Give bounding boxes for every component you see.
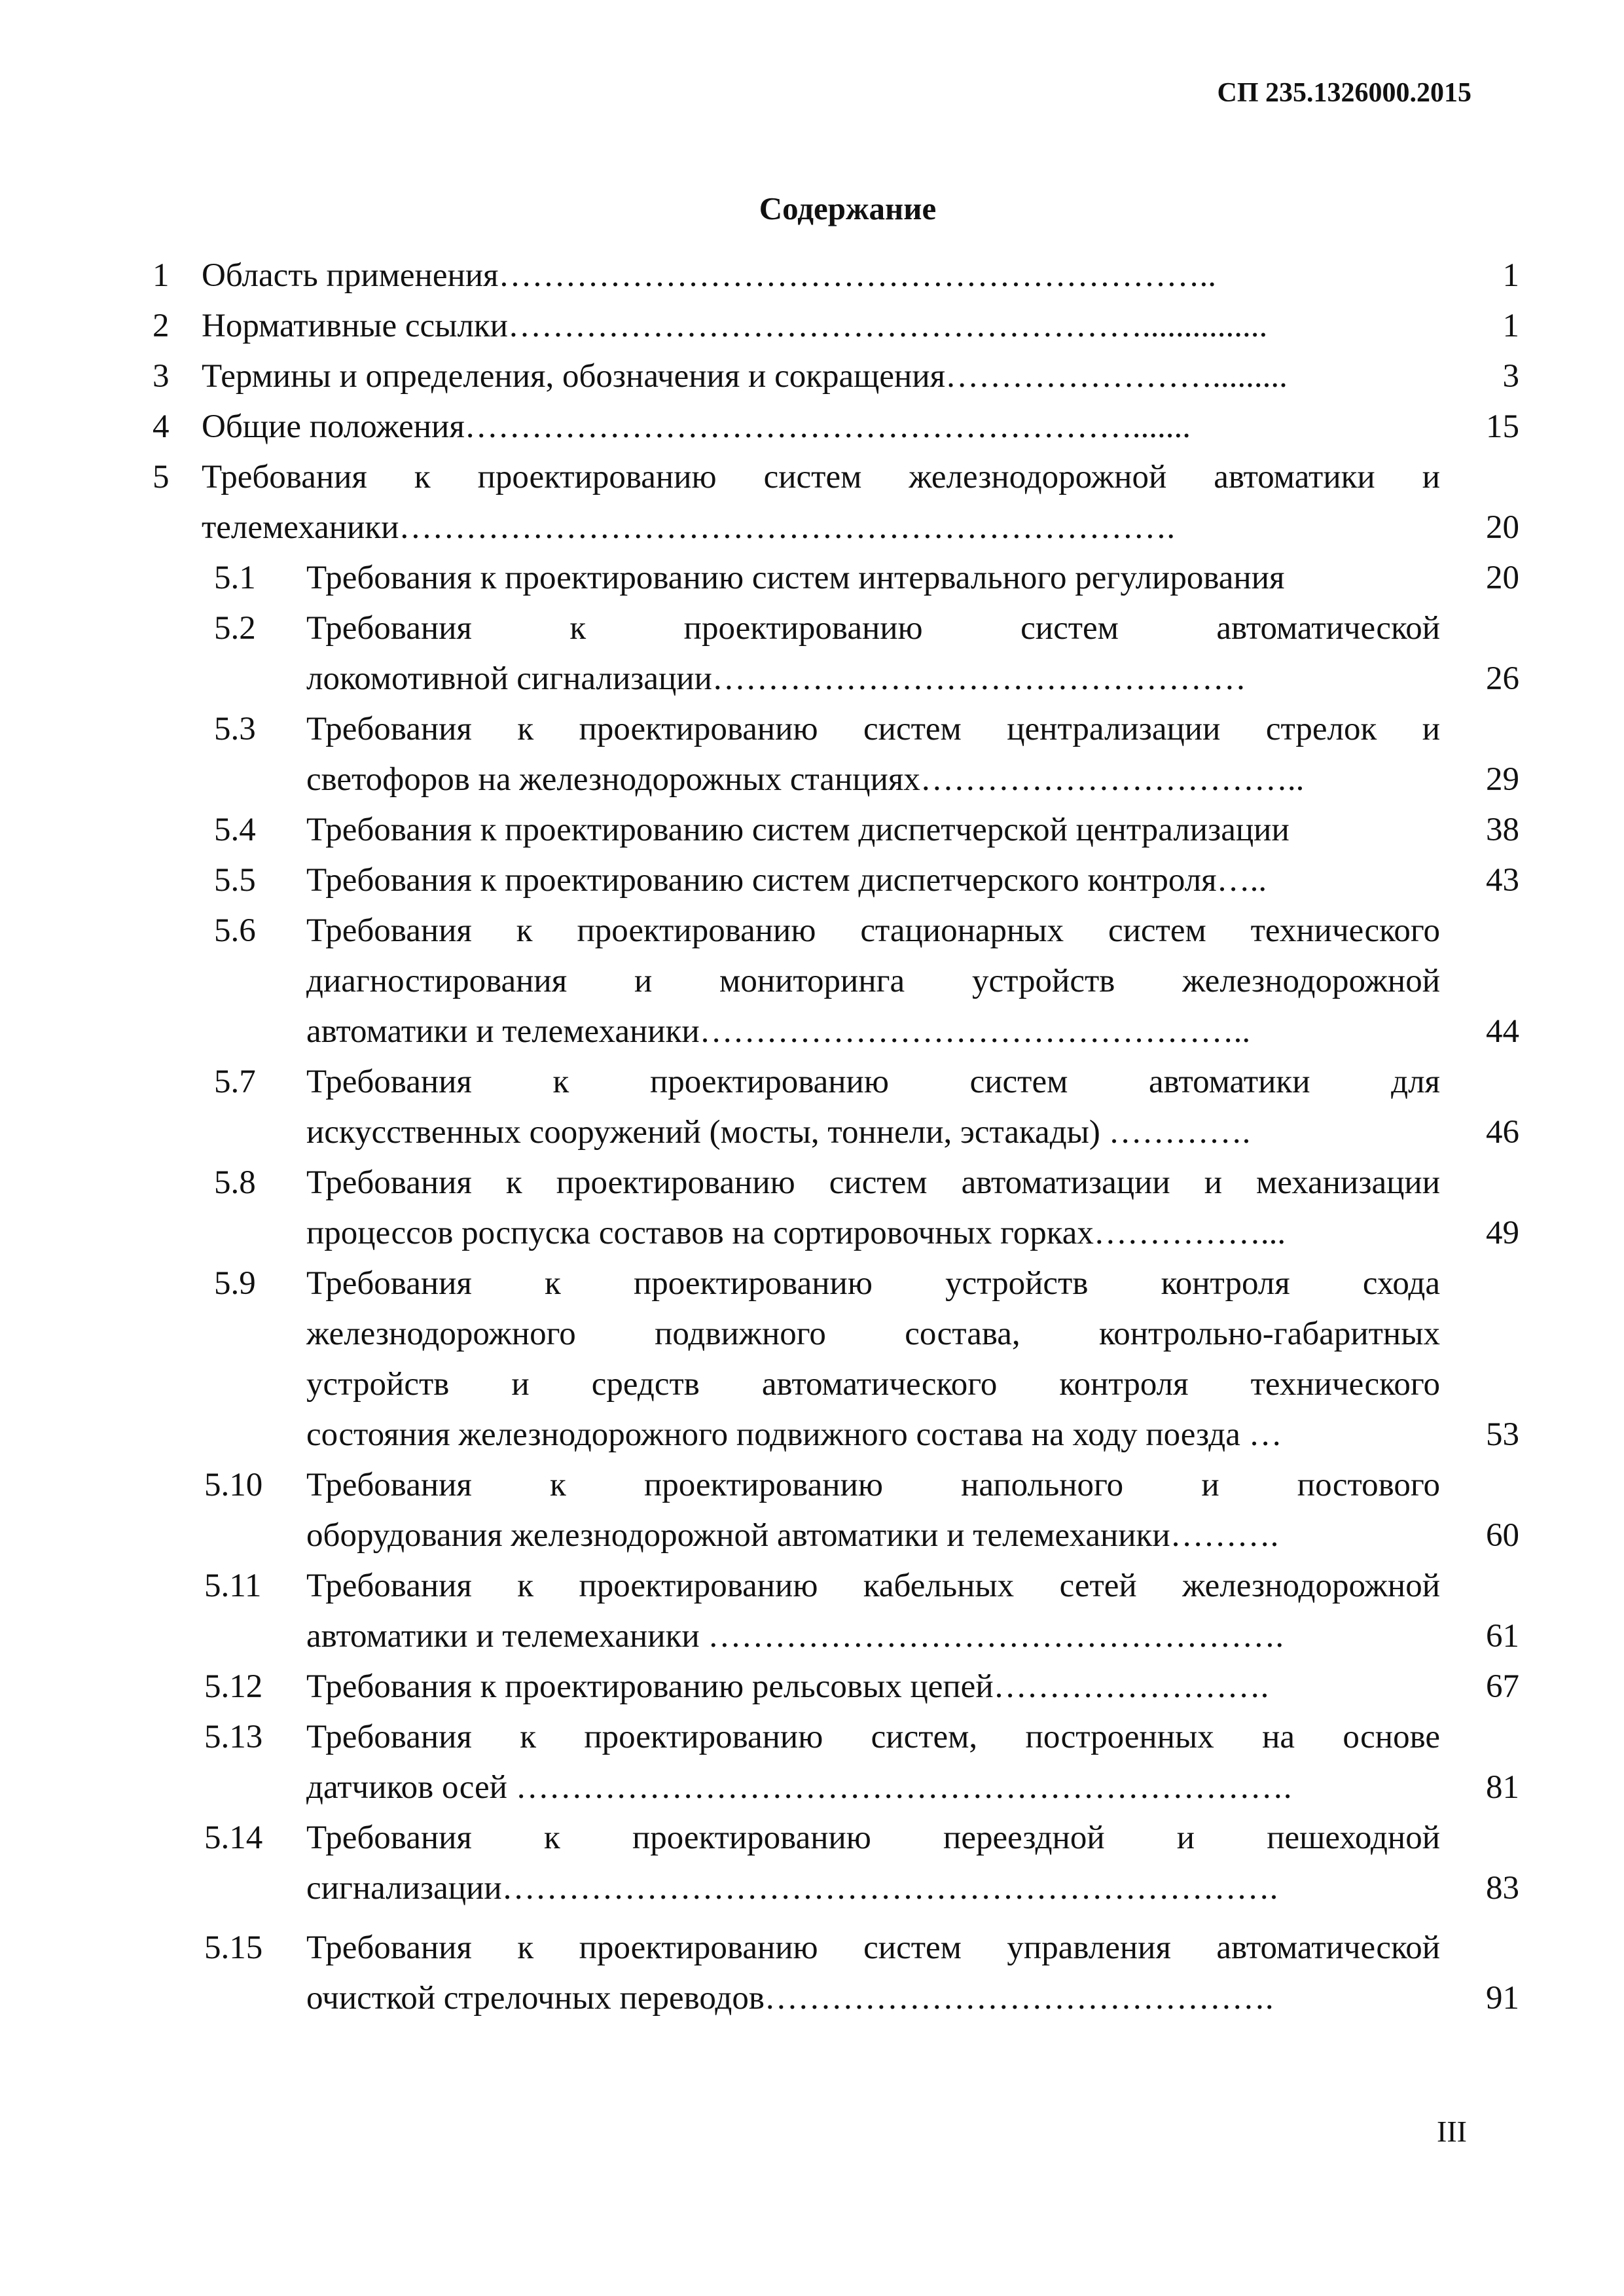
toc-entry-text[interactable]: Требования к проектированию систем железнодорожной автоматики и (202, 459, 1440, 495)
toc-entry-text[interactable]: автоматики и телемеханики ……………………………………………. (306, 1618, 1284, 1655)
toc-entry-number: 2 (153, 308, 170, 344)
toc-line (0, 1410, 1624, 1460)
toc-entry-page: 43 (1486, 862, 1519, 899)
toc-line (0, 1208, 1624, 1259)
toc-entry-text[interactable]: Термины и определения, обозначения и сокращения……………………......... (202, 358, 1288, 395)
toc-entry-text[interactable]: железнодорожного подвижного состава, контрольно-габаритных (306, 1316, 1440, 1352)
toc-entry-text[interactable]: светофоров на железнодорожных станциях…………………………….. (306, 761, 1305, 798)
toc-line (0, 1007, 1624, 1057)
toc-entry-number: 5.11 (204, 1568, 262, 1604)
toc-entry-number: 5.15 (204, 1929, 263, 1966)
toc-entry-text[interactable]: Требования к проектированию кабельных сетей железнодорожной (306, 1568, 1440, 1604)
toc-line (0, 1107, 1624, 1158)
toc-entry-page: 15 (1486, 408, 1519, 445)
toc-line (0, 301, 1624, 351)
toc-line (0, 1763, 1624, 1813)
toc-entry-number: 4 (153, 408, 170, 445)
toc-entry-text[interactable]: Требования к проектированию рельсовых цепей……………………. (306, 1668, 1269, 1705)
toc-entry-page: 38 (1486, 812, 1519, 848)
document-code: СП 235.1326000.2015 (1217, 78, 1471, 108)
toc-entry-text[interactable]: Требования к проектированию систем интервального регулирования (306, 560, 1285, 596)
toc-entry-page: 46 (1486, 1114, 1519, 1151)
toc-entry-number: 5.13 (204, 1719, 263, 1755)
toc-line (0, 1511, 1624, 1561)
toc-entry-number: 5.14 (204, 1820, 263, 1856)
toc-line (0, 553, 1624, 603)
toc-entry-page: 44 (1486, 1013, 1519, 1050)
toc-entry-text[interactable]: сигнализации……………………………………………………………. (306, 1870, 1278, 1907)
toc-line (0, 1158, 1624, 1208)
toc-entry-page: 1 (1502, 257, 1519, 294)
toc-line (0, 1923, 1624, 1973)
toc-entry-text[interactable]: Требования к проектированию напольного и постового (306, 1467, 1440, 1503)
toc-line (0, 956, 1624, 1007)
toc-entry-page: 61 (1486, 1618, 1519, 1655)
toc-line (0, 1611, 1624, 1662)
toc-line (0, 1863, 1624, 1914)
toc-line (0, 452, 1624, 503)
toc-entry-text[interactable]: телемеханики……………………………………………………………. (202, 509, 1176, 546)
toc-entry-number: 1 (153, 257, 170, 294)
toc-entry-page: 29 (1486, 761, 1519, 798)
toc-entry-text[interactable]: Требования к проектированию переездной и пешеходной (306, 1820, 1440, 1856)
toc-entry-text[interactable]: Требования к проектированию стационарных систем технического (306, 912, 1440, 949)
toc-entry-number: 5.5 (214, 862, 256, 899)
toc-line (0, 1359, 1624, 1410)
toc-entry-text[interactable]: Общие положения……………………………………………………....... (202, 408, 1191, 445)
toc-entry-number: 5.7 (214, 1064, 256, 1100)
toc-entry-number: 5.4 (214, 812, 256, 848)
toc-entry-number: 5.8 (214, 1164, 256, 1201)
toc-entry-page: 81 (1486, 1769, 1519, 1806)
toc-line (0, 704, 1624, 755)
toc-entry-text[interactable]: устройств и средств автоматического контроля технического (306, 1366, 1440, 1403)
toc-entry-text[interactable]: Требования к проектированию устройств контроля схода (306, 1265, 1440, 1302)
toc-line (0, 1973, 1624, 2024)
toc-entry-page: 83 (1486, 1870, 1519, 1907)
toc-line (0, 1309, 1624, 1359)
toc-line (0, 755, 1624, 805)
toc-entry-text[interactable]: Область применения……………………………………………………….. (202, 257, 1216, 294)
toc-entry-text[interactable]: Требования к проектированию систем централизации стрелок и (306, 711, 1440, 747)
toc-line (0, 1460, 1624, 1511)
toc-entry-text[interactable]: Нормативные ссылки…………………………………………………............... (202, 308, 1268, 344)
toc-entry-page: 53 (1486, 1416, 1519, 1453)
toc-entry-text[interactable]: Требования к проектированию систем, построенных на основе (306, 1719, 1440, 1755)
toc-entry-text[interactable]: Требования к проектированию систем автоматической (306, 610, 1440, 647)
toc-entry-text[interactable]: Требования к проектированию систем автоматики для (306, 1064, 1440, 1100)
page-title: Содержание (759, 190, 937, 226)
toc-entry-text[interactable]: состояния железнодорожного подвижного состава на ходу поезда … (306, 1416, 1282, 1453)
toc-line (0, 1712, 1624, 1763)
toc-entry-text[interactable]: Требования к проектированию систем диспетчерской централизации (306, 812, 1290, 848)
toc-line (0, 1813, 1624, 1863)
toc-line (0, 251, 1624, 301)
toc-entry-number: 5.3 (214, 711, 256, 747)
toc-entry-number: 5.6 (214, 912, 256, 949)
toc-entry-number: 5 (153, 459, 170, 495)
toc-entry-page: 26 (1486, 660, 1519, 697)
toc-entry-text[interactable]: Требования к проектированию систем управления автоматической (306, 1929, 1440, 1966)
toc-entry-page: 60 (1486, 1517, 1519, 1554)
toc-entry-number: 5.1 (214, 560, 256, 596)
toc-entry-text[interactable]: датчиков осей ……………………………………………………………. (306, 1769, 1292, 1806)
toc-entry-text[interactable]: процессов роспуска составов на сортировочных горках……………... (306, 1215, 1286, 1251)
toc-entry-number: 5.2 (214, 610, 256, 647)
toc-entry-page: 3 (1502, 358, 1519, 395)
toc-entry-text[interactable]: Требования к проектированию систем автоматизации и механизации (306, 1164, 1440, 1201)
toc-entry-number: 5.12 (204, 1668, 263, 1705)
toc-line (0, 1057, 1624, 1107)
toc-entry-page: 20 (1486, 509, 1519, 546)
toc-line (0, 351, 1624, 402)
toc-entry-page: 49 (1486, 1215, 1519, 1251)
toc-line (0, 855, 1624, 906)
page-number-footer: III (1437, 2115, 1467, 2148)
toc-entry-number: 5.9 (214, 1265, 256, 1302)
toc-entry-text[interactable]: Требования к проектированию систем диспетчерского контроля….. (306, 862, 1267, 899)
toc-entry-page: 67 (1486, 1668, 1519, 1705)
toc-entry-text[interactable]: диагностирования и мониторинга устройств железнодорожной (306, 963, 1440, 999)
toc-entry-number: 5.10 (204, 1467, 263, 1503)
toc-line (0, 402, 1624, 452)
toc-entry-page: 91 (1486, 1980, 1519, 2017)
toc-line (0, 1662, 1624, 1712)
toc-line (0, 1259, 1624, 1309)
toc-line (0, 603, 1624, 654)
toc-line (0, 503, 1624, 553)
toc-entry-text[interactable]: оборудования железнодорожной автоматики и телемеханики………. (306, 1517, 1279, 1554)
toc-entry-text[interactable]: очисткой стрелочных переводов………………………………………. (306, 1980, 1274, 2017)
toc-entry-text[interactable]: искусственных сооружений (мосты, тоннели, эстакады) …………. (306, 1114, 1251, 1151)
toc-line (0, 1561, 1624, 1611)
toc-line (0, 805, 1624, 855)
toc-entry-text[interactable]: автоматики и телемеханики………………………………………….. (306, 1013, 1251, 1050)
toc-line (0, 906, 1624, 956)
toc-entry-text[interactable]: локомотивной сигнализации………………………………………… (306, 660, 1246, 697)
toc-line (0, 654, 1624, 704)
toc-entry-page: 20 (1486, 560, 1519, 596)
toc-entry-number: 3 (153, 358, 170, 395)
toc-entry-page: 1 (1502, 308, 1519, 344)
